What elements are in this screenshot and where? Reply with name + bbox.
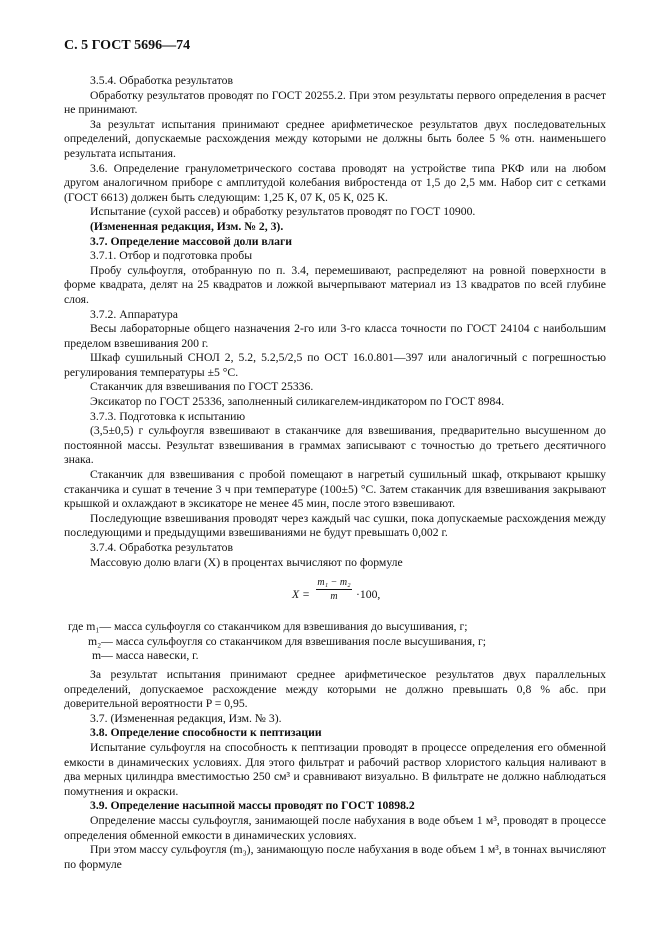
paragraph: 3.7. (Измененная редакция, Изм. № 3). — [90, 711, 282, 725]
section-heading: 3.8. Определение способности к пептизации — [90, 726, 322, 740]
paragraph: Стаканчик для взвешивания с пробой помещают в нагретый сушильный шкаф, открывают крышку стаканчика и сушат в течение 3 ч при температуре (100±5) °С. Затем стаканчик для взвешивания закрывают крышкой и охлаждают в эксикаторе не менее 45 мин, после этого взвешивают. — [64, 468, 606, 511]
section-heading: 3.7. Определение массовой доли влаги — [90, 234, 293, 248]
document-body — [64, 74, 606, 872]
definition-line: где m₁— масса сульфоугля со стаканчиком для взвешивания до высушивания, г; — [68, 620, 468, 634]
paragraph: Обработку результатов проводят по ГОСТ 20255.2. При этом результаты первого определения в расчет не принимают. — [64, 88, 606, 117]
section-heading: (Измененная редакция, Изм. № 2, 3). — [90, 219, 284, 233]
paragraph: Массовую долю влаги (X) в процентах вычисляют по формуле — [90, 555, 403, 569]
formula-lhs: X = — [292, 588, 310, 602]
paragraph: 3.6. Определение гранулометрического состава проводят на устройстве типа РКФ или на любом другом аналогичном приборе с амплитудой колебания вибростенда от 1,5 до 2,5 мм. Набор сит с сетками (ГОСТ 6613) должен быть следующим: 1,25 К, 07 К, 05 К, 025 К. — [64, 161, 606, 204]
paragraph: 3.7.3. Подготовка к испытанию — [90, 409, 246, 423]
definition-line: m₂— масса сульфоугля со стаканчиком для взвешивания после высушивания, г; — [88, 634, 487, 648]
paragraph: Определение массы сульфоугля, занимающей после набухания в воде объем 1 м³, проводят в процессе определения обменной емкости в динамических условиях. — [64, 813, 606, 842]
paragraph: Пробу сульфоугля, отобранную по п. 3.4, перемешивают, распределяют на ровной поверхности в форме квадрата, делят на 25 квадратов и ложкой вычерпывают материал из 13 квадратов по всей глубине слоя. — [64, 263, 606, 306]
paragraph: Последующие взвешивания проводят через каждый час сушки, пока допускаемые расхождения между последующими и предыдущими взвешиваниями не будут превышать 0,002 г. — [64, 511, 606, 540]
formula-fraction — [316, 576, 352, 604]
paragraph: 3.5.4. Обработка результатов — [90, 74, 234, 87]
paragraph: Весы лабораторные общего назначения 2-го или 3-го класса точности по ГОСТ 24104 с наибольшим пределом взвешивания 200 г. — [64, 322, 606, 350]
paragraph: 3.7.1. Отбор и подготовка пробы — [90, 249, 253, 263]
paragraph: 3.7.2. Аппаратура — [90, 307, 178, 321]
moisture-formula — [64, 576, 606, 616]
paragraph: Стаканчик для взвешивания по ГОСТ 25336. — [90, 380, 314, 394]
paragraph: Испытание сульфоугля на способность к пептизации проводят в процессе определения его обменной емкости в динамических условиях. Для этого фильтрат и рабочий раствор хлористого кальция наливают в два мерных цилиндра вместимостью 250 см³ и сравнивают визуально. В фильтрате не должно наблюдаться помутнения и окраски. — [64, 740, 606, 798]
paragraph: 3.7.4. Обработка результатов — [90, 541, 234, 554]
paragraph: (3,5±0,5) г сульфоугля взвешивают в стаканчике для взвешивания, предварительно высушенном до постоянной массы. Результат взвешивания в граммах записывают с точностью до третьего десятичного знака. — [64, 424, 606, 467]
page-header: С. 5 ГОСТ 5696—74 — [64, 38, 191, 53]
text-block-1 — [64, 74, 606, 570]
definition-line: m— масса навески, г. — [92, 649, 199, 663]
formula-denominator: m — [330, 591, 338, 603]
paragraph: За результат испытания принимают среднее арифметическое результатов двух последовательных определений, допускаемые расхождения между которыми не должны быть более 5 % отн. наименьшего результата испытания. — [64, 117, 606, 160]
formula-definitions — [64, 620, 606, 664]
paragraph: Эксикатор по ГОСТ 25336, заполненный силикагелем-индикатором по ГОСТ 8984. — [90, 395, 505, 409]
section-heading: 3.9. Определение насыпной массы проводят по ГОСТ 10898.2 — [90, 799, 415, 813]
formula-rhs: ·100, — [356, 588, 381, 602]
text-block-2 — [64, 668, 606, 872]
paragraph: За результат испытания принимают среднее арифметическое результатов двух параллельных определений, допускаемое расхождение между которыми не должно превышать 0,8 % абс. при доверительной вероятности P = 0,95. — [64, 667, 606, 711]
paragraph: Испытание (сухой рассев) и обработку результатов проводят по ГОСТ 10900. — [90, 205, 476, 219]
paragraph: При этом массу сульфоугля (m₃), занимающую после набухания в воде объем 1 м³, в тоннах вычисляют по формуле — [64, 843, 606, 871]
paragraph: Шкаф сушильный СНОЛ 2, 5.2, 5.2,5/2,5 по ОСТ 16.0.801—397 или аналогичный с погрешностью регулирования температуры ±5 °С. — [64, 351, 606, 379]
formula-numerator: m₁ − m₂ — [317, 577, 351, 589]
